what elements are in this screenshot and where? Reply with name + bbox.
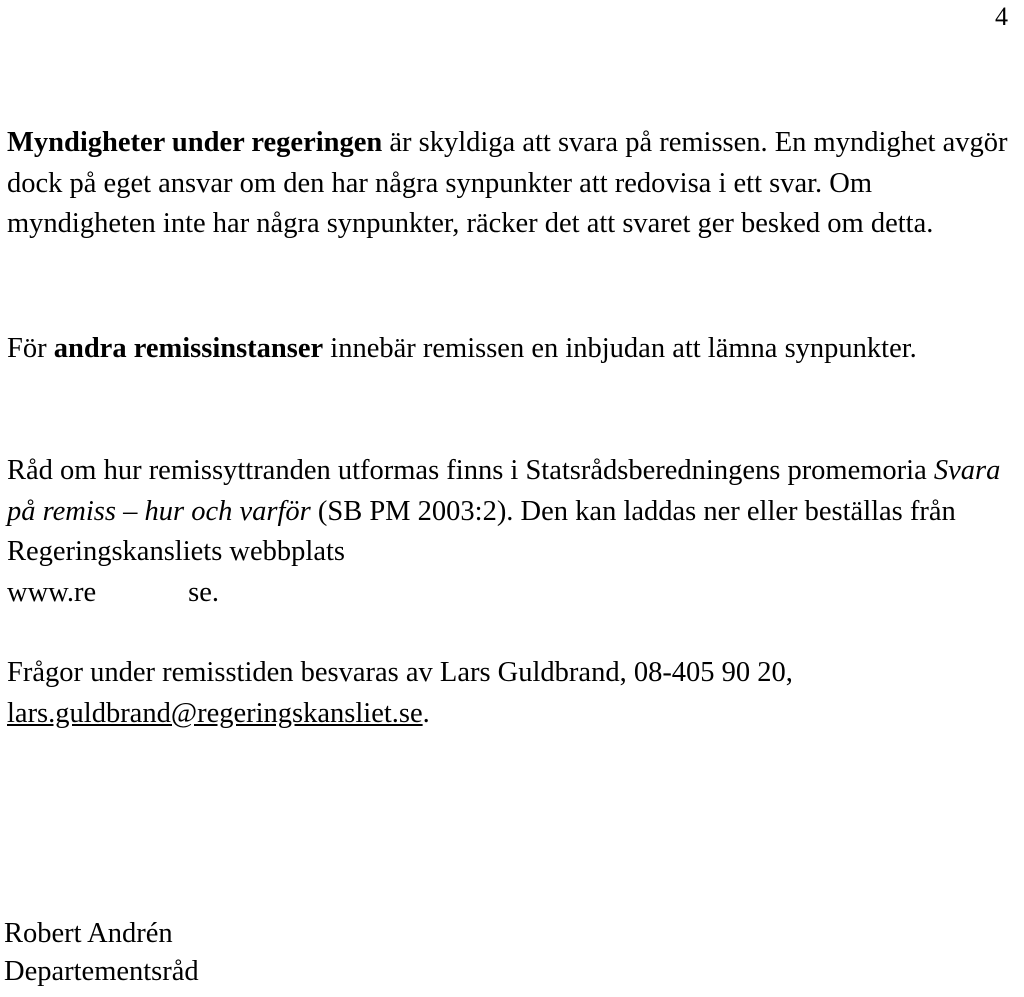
memo-title: Svara på remiss – hur och varför — [7, 455, 1001, 527]
signature-title: Departementsråd — [4, 956, 199, 987]
page-number: 4 — [995, 2, 1008, 31]
signature-name: Robert Andrén — [4, 918, 173, 949]
bold-other-instances: andra remissinstanser — [53, 333, 324, 364]
website-url-end: se. — [188, 576, 220, 608]
paragraph-invitation-prefix: För — [7, 333, 54, 364]
paragraph-questions-text: Frågor under remisstiden besvaras av Lars Guldbrand, 08-405 90 20, — [7, 657, 793, 688]
website-url-start: www.re — [7, 576, 97, 608]
email-suffix: . — [422, 697, 430, 729]
paragraph-invitation-text: innebär remissen en inbjudan att lämna synpunkter. — [323, 333, 917, 364]
paragraph-advice-suffix: (SB PM 2003:2). Den kan laddas ner eller beställas från Regeringskansliets webbplats — [7, 495, 956, 567]
paragraph-invitation — [7, 329, 1017, 370]
paragraph-obligation-text: är skyldiga att svara på remissen. En myndighet avgör dock på eget ansvar om den har några synpunkter att redovisa i ett svar. Om myndigheten inte har några synpunkter, räcker det att svaret ger besked om detta. — [7, 127, 1008, 239]
paragraph-obligation — [7, 123, 1017, 245]
signature-block — [4, 915, 199, 991]
paragraph-advice — [7, 451, 1017, 613]
paragraph-advice-prefix: Råd om hur remissyttranden utformas finns i Statsrådsberedningens promemoria — [7, 455, 934, 486]
email-link[interactable]: lars.guldbrand@regeringskansliet.se — [7, 697, 423, 729]
bold-lead-authorities: Myndigheter under regeringen — [7, 127, 383, 158]
paragraph-questions — [7, 653, 1017, 734]
